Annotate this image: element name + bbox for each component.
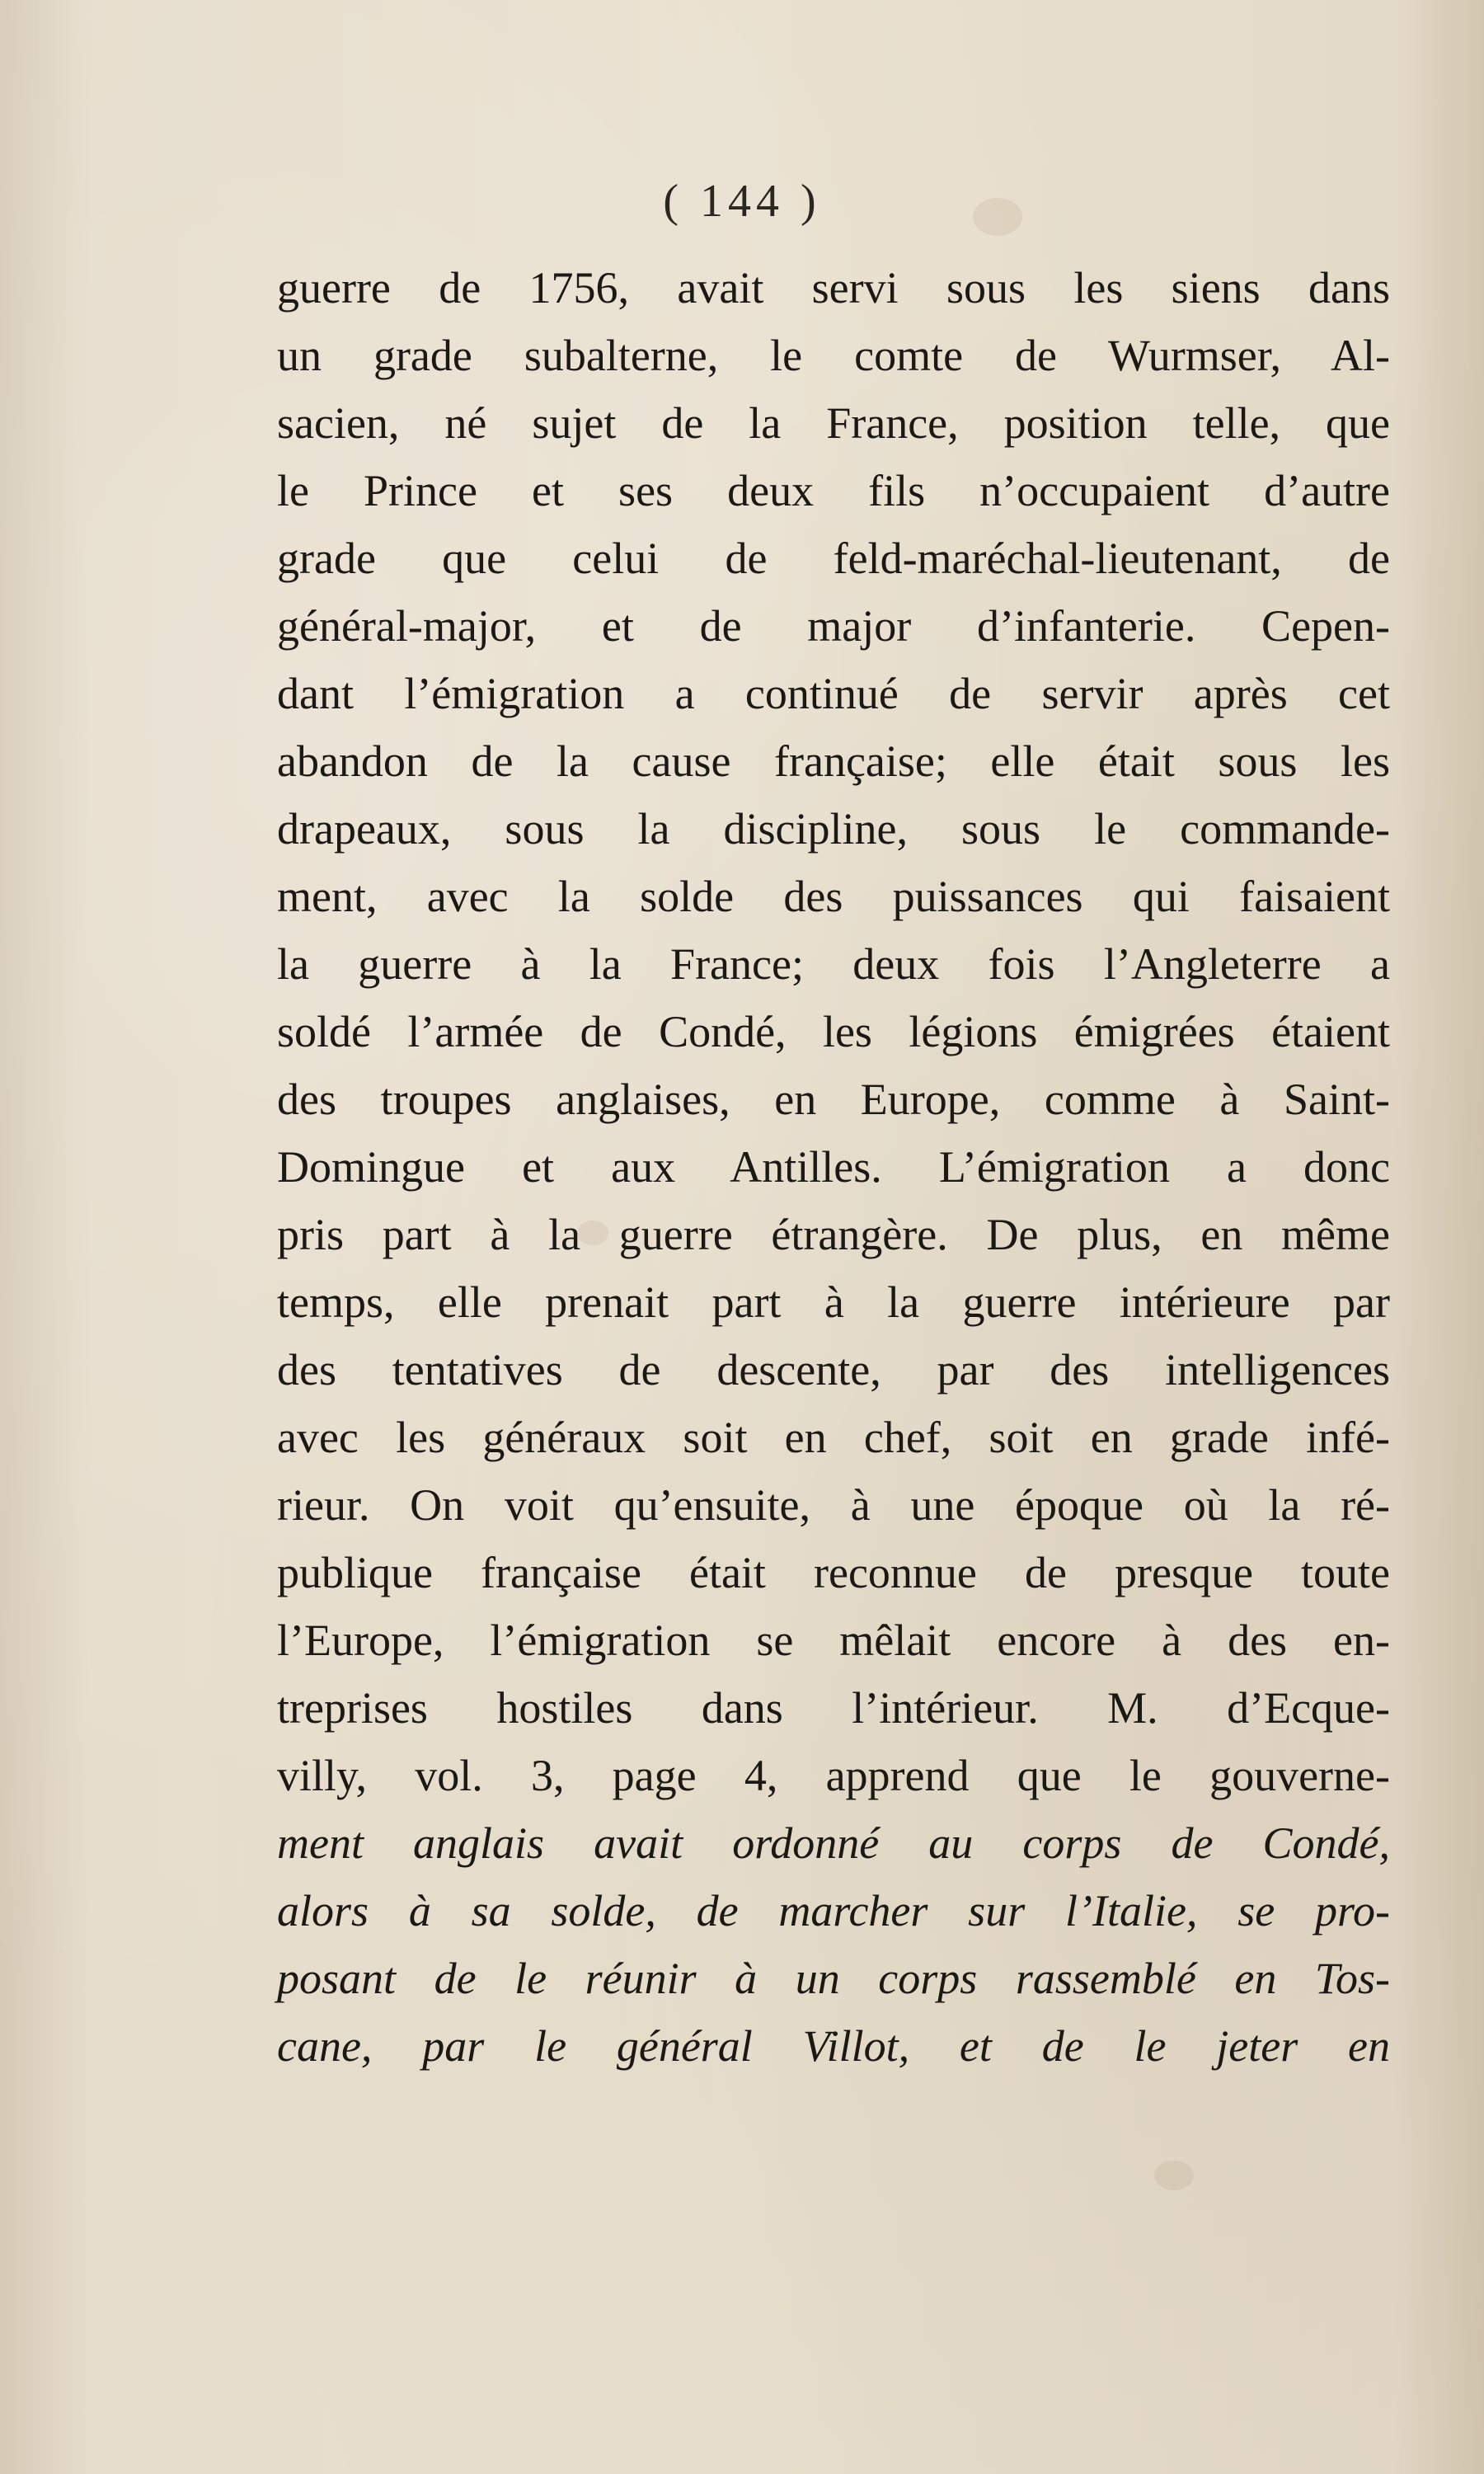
text-line: temps, elle prenait part à la guerre intérieure par [277, 1277, 1390, 1327]
paper-stain [1154, 2161, 1194, 2190]
text-line: des tentatives de descente, par des intelligences [277, 1345, 1390, 1395]
text-line: sacien, né sujet de la France, position telle, que [277, 398, 1390, 448]
text-line: l’Europe, l’émigration se mêlait encore à des en- [277, 1616, 1390, 1665]
text-line: un grade subalterne, le comte de Wurmser, Al- [277, 331, 1390, 380]
text-line: dant l’émigration a continué de servir après cet [277, 669, 1390, 718]
text-line: la guerre à la France; deux fois l’Angleterre a [277, 939, 1390, 989]
text-line: abandon de la cause française; elle était sous les [277, 736, 1390, 786]
text-line: drapeaux, sous la discipline, sous le commande- [277, 804, 1390, 854]
text-line: grade que celui de feld-maréchal-lieutenant, de [277, 534, 1390, 583]
text-line: des troupes anglaises, en Europe, comme à Saint- [277, 1075, 1390, 1124]
text-line: ment anglais avait ordonné au corps de Condé, [277, 1818, 1390, 1868]
text-line: cane, par le général Villot, et de le jeter en [277, 2021, 1390, 2071]
text-line: rieur. On voit qu’ensuite, à une époque où la ré- [277, 1480, 1390, 1530]
text-line: publique française était reconnue de presque toute [277, 1548, 1390, 1597]
text-line: ment, avec la solde des puissances qui faisaient [277, 872, 1390, 921]
text-line: le Prince et ses deux fils n’occupaient d’autre [277, 466, 1390, 515]
text-line: général-major, et de major d’infanterie. Cepen- [277, 601, 1390, 651]
text-line: posant de le réunir à un corps rassemblé en Tos- [277, 1954, 1390, 2003]
page-number: ( 144 ) [663, 176, 821, 227]
text-line: soldé l’armée de Condé, les légions émigrées étaient [277, 1007, 1390, 1056]
text-line: treprises hostiles dans l’intérieur. M. d’Ecque- [277, 1683, 1390, 1733]
text-line: avec les généraux soit en chef, soit en grade infé- [277, 1413, 1390, 1462]
text-line: villy, vol. 3, page 4, apprend que le gouverne- [277, 1751, 1390, 1800]
text-line: alors à sa solde, de marcher sur l’Italie, se pro- [277, 1886, 1390, 1935]
body-text [277, 254, 1390, 2080]
text-line: guerre de 1756, avait servi sous les siens dans [277, 263, 1390, 313]
text-line: Domingue et aux Antilles. L’émigration a donc [277, 1142, 1390, 1192]
text-line: pris part à la guerre étrangère. De plus, en même [277, 1210, 1390, 1259]
